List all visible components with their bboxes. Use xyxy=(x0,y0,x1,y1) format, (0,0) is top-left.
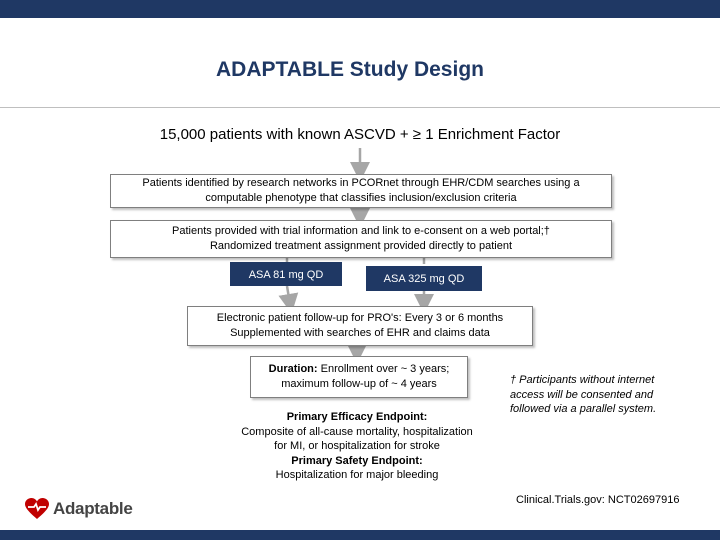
logo-text: Adaptable xyxy=(53,499,133,518)
primary-safety-text: Hospitalization for major bleeding xyxy=(275,469,439,481)
slide-title: ADAPTABLE Study Design xyxy=(216,58,484,81)
primary-safety-label: Primary Safety Endpoint: xyxy=(291,454,423,467)
identification-box xyxy=(110,174,612,208)
consent-line-2: Randomized treatment assignment provided directly to patient xyxy=(209,240,513,252)
trial-registry-id: Clinical.Trials.gov: NCT02697916 xyxy=(516,494,680,506)
arm-asa-325: ASA 325 mg QD xyxy=(366,266,482,291)
arm-asa-81: ASA 81 mg QD xyxy=(230,262,342,286)
primary-efficacy-line-2: for MI, or hospitalization for stroke xyxy=(274,440,440,452)
adaptable-logo xyxy=(25,498,132,520)
followup-line-1: Electronic patient follow-up for PRO's: Every 3 or 6 months xyxy=(216,312,504,324)
endpoints-block xyxy=(226,410,488,483)
duration-line-1-text: Enrollment over ~ 3 years; xyxy=(317,363,450,375)
population-headline: 15,000 patients with known ASCVD + ≥ 1 Enrichment Factor xyxy=(159,126,561,143)
primary-efficacy-label: Primary Efficacy Endpoint: xyxy=(286,411,428,423)
duration-box xyxy=(250,356,468,398)
footnote-line-1: † Participants without internet xyxy=(510,374,655,386)
bottom-banner xyxy=(0,530,720,540)
duration-label: Duration: xyxy=(268,363,318,375)
identification-line-2: computable phenotype that classifies inclusion/exclusion criteria xyxy=(205,192,517,204)
followup-line-2: Supplemented with searches of EHR and claims data xyxy=(230,327,490,339)
heart-icon xyxy=(25,498,49,520)
top-banner xyxy=(0,0,720,18)
consent-box xyxy=(110,220,612,258)
consent-line-1: Patients provided with trial information and link to e-consent on a web portal;† xyxy=(172,225,550,237)
arrow-arm-81-to-followup xyxy=(287,286,290,304)
title-divider xyxy=(0,107,720,108)
footnote xyxy=(510,373,690,417)
primary-efficacy-line-1: Composite of all-cause mortality, hospitalization xyxy=(241,425,473,438)
identification-line-1: Patients identified by research networks in PCORnet through EHR/CDM searches using a xyxy=(142,177,580,189)
duration-line-1 xyxy=(269,362,450,377)
duration-line-2: maximum follow-up of ~ 4 years xyxy=(281,378,437,390)
footnote-line-3: followed via a parallel system. xyxy=(510,403,657,415)
followup-box xyxy=(187,306,533,346)
footnote-line-2: access will be consented and xyxy=(510,388,654,401)
